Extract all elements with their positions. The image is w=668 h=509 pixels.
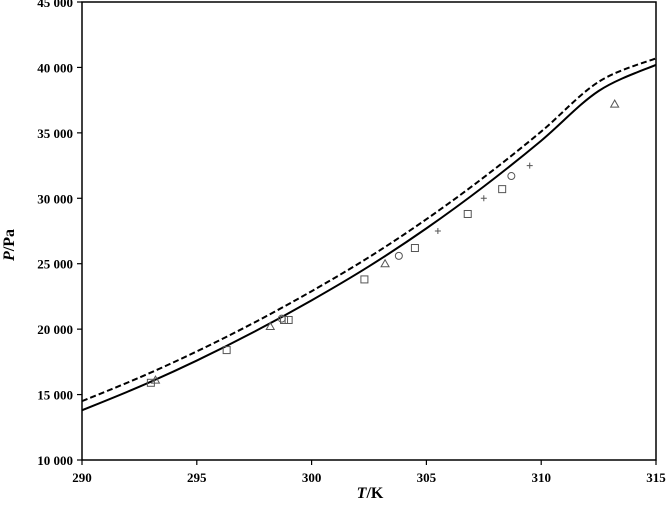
dashed-curve xyxy=(82,58,656,401)
x-tick-label: 305 xyxy=(416,470,437,485)
plus-marker xyxy=(481,195,487,201)
x-tick-label: 310 xyxy=(531,470,551,485)
plus-marker xyxy=(435,228,441,234)
y-tick-label: 25 000 xyxy=(37,256,73,272)
triangle-marker xyxy=(611,100,619,107)
series-layer xyxy=(82,58,656,410)
x-axis-title-symbol: T xyxy=(356,485,367,502)
x-tick-label: 290 xyxy=(72,470,92,485)
y-axis-ticks xyxy=(37,0,82,468)
x-tick-label: 315 xyxy=(646,470,666,485)
y-axis-title-unit: /Pa xyxy=(1,229,18,252)
circle-marker xyxy=(395,252,402,259)
x-axis-ticks xyxy=(72,460,666,485)
y-tick-label: 35 000 xyxy=(37,125,73,141)
y-tick-label: 20 000 xyxy=(37,322,73,338)
square-marker xyxy=(361,276,368,283)
circle-marker xyxy=(508,173,515,180)
y-tick-label: 40 000 xyxy=(37,60,73,76)
square-marker xyxy=(285,316,292,323)
x-axis-title xyxy=(357,485,384,502)
y-tick-label: 45 000 xyxy=(37,0,73,10)
solid-curve xyxy=(82,65,656,410)
x-tick-label: 295 xyxy=(187,470,207,485)
y-tick-label: 30 000 xyxy=(37,191,73,207)
plot-area-frame xyxy=(82,2,656,460)
square-marker xyxy=(464,210,471,217)
triangle-marker xyxy=(381,260,389,267)
y-tick-label: 10 000 xyxy=(37,453,73,468)
y-axis-title xyxy=(1,229,18,262)
x-axis-title-unit: /K xyxy=(366,485,384,502)
square-marker xyxy=(411,245,418,252)
y-tick-label: 15 000 xyxy=(37,387,73,403)
plus-marker xyxy=(527,163,533,169)
x-tick-label: 300 xyxy=(301,470,322,485)
square-marker xyxy=(499,186,506,193)
y-axis-title-symbol: P xyxy=(1,251,18,261)
